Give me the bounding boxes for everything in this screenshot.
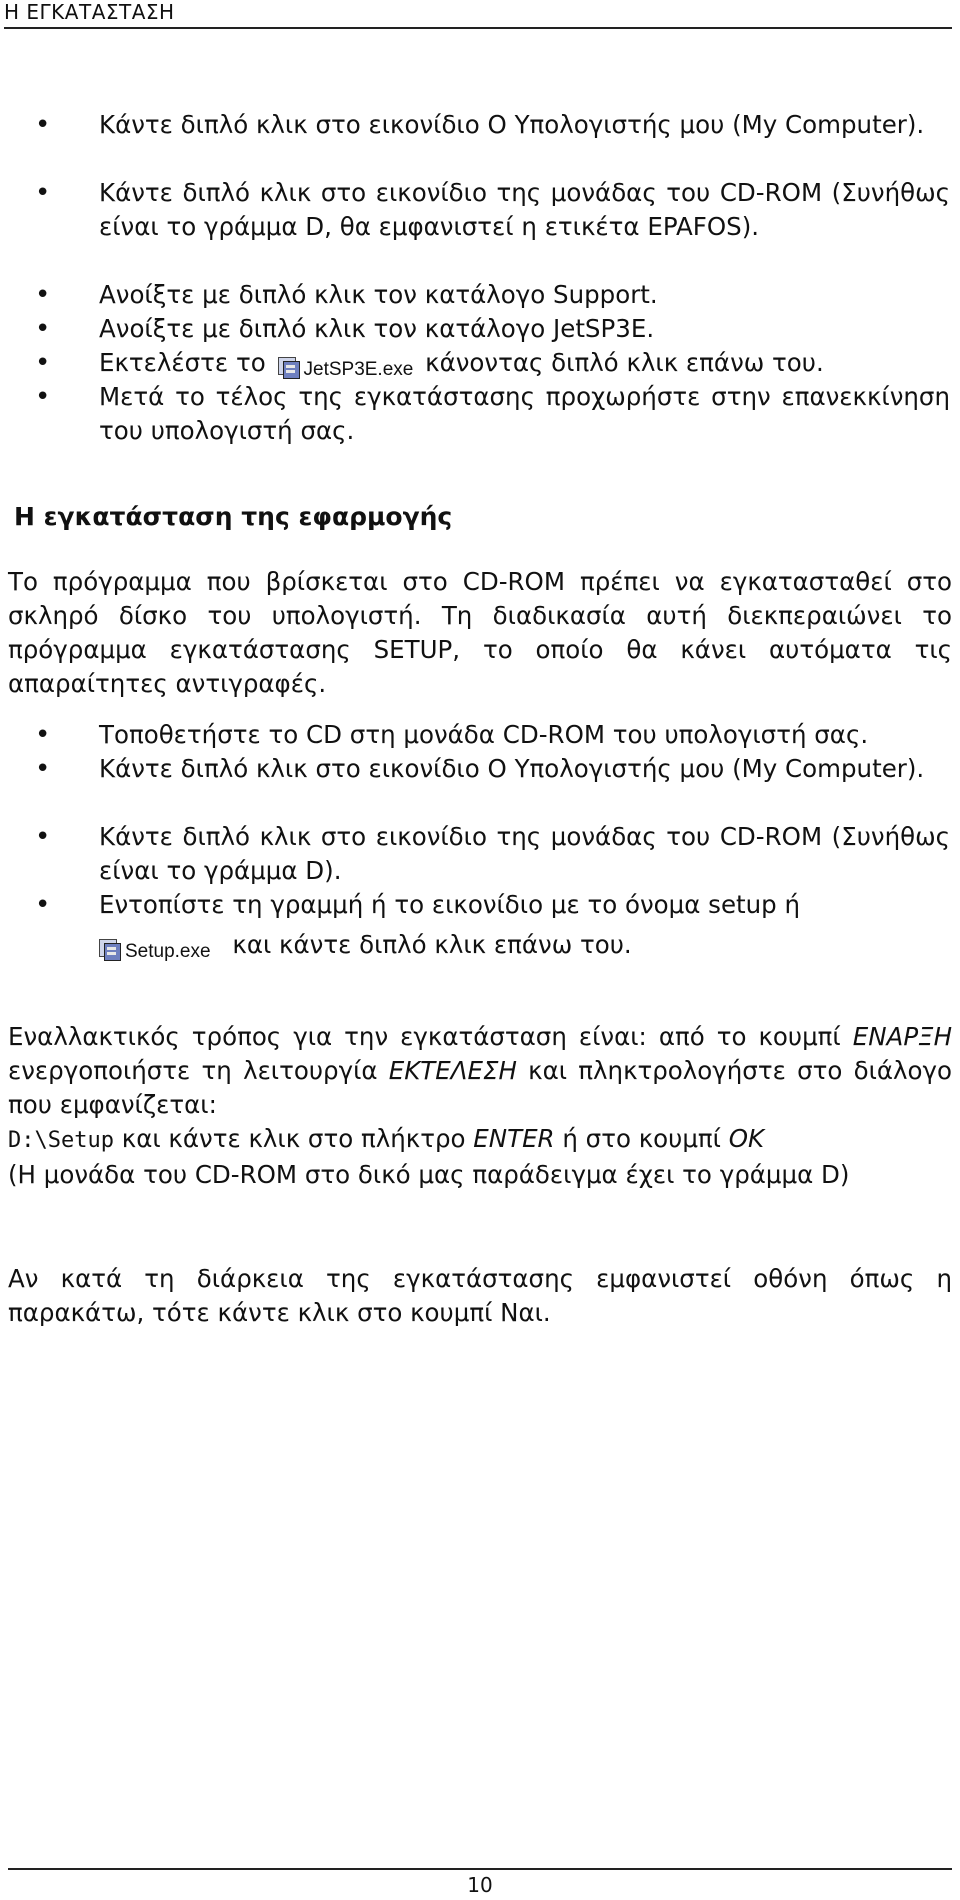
alternative-paragraph (8, 1020, 952, 1122)
setup-program-icon (99, 939, 121, 961)
locate-suffix: και κάντε διπλό κλικ επάνω του. (232, 930, 632, 959)
run-command-term: ΕΚΤΕΛΕΣΗ (388, 1056, 517, 1085)
closing-paragraph: Αν κατά τη διάρκεια της εγκατάστασης εμφανιστεί οθόνη όπως η παρακάτω, τότε κάντε κλικ στο κουμπί Ναι. (8, 1264, 952, 1327)
run-suffix: κάνοντας διπλό κλικ επάνω του. (425, 348, 824, 377)
list-item: • Μετά το τέλος της εγκατάστασης προχωρήστε στην επανεκκίνηση του υπολογιστή σας. (99, 380, 950, 448)
text-run: και κάντε κλικ στο πλήκτρο (113, 1124, 474, 1153)
list-item: • Κάντε διπλό κλικ στο εικονίδιο της μονάδας του CD-ROM (Συνήθως είναι το γράμμα D). (99, 820, 950, 888)
start-menu-term: ΕΝΑΡΞΗ (852, 1022, 952, 1051)
setup-program-icon (278, 357, 300, 379)
text-run: Εναλλακτικός τρόπος για την εγκατάσταση είναι: από το κουμπί (8, 1022, 853, 1051)
drive-note: (Η μονάδα του CD-ROM στο δικό μας παράδειγμα έχει το γράμμα D) (8, 1160, 850, 1189)
jetsp3e-file[interactable] (278, 357, 414, 381)
text-run: ή στο κουμπί (554, 1124, 729, 1153)
list-item-locate-setup (99, 888, 950, 963)
list-item: • Κάντε διπλό κλικ στο εικονίδιο της μονάδας του CD-ROM (Συνήθως είναι το γράμμα D, θα εμφανιστεί η ετικέτα EPAFOS). (99, 176, 950, 244)
header-title: Η ΕΓΚΑΤΑΣΤΑΣΗ (4, 0, 175, 24)
command-line (8, 1122, 952, 1158)
run-prefix: Εκτελέστε το (99, 348, 266, 377)
section-intro: Το πρόγραμμα που βρίσκεται στο CD-ROM πρέπει να εγκατασταθεί στο σκληρό δίσκο του υπολογιστή. Τη διαδικασία αυτή διεκπεραιώνει το πρόγραμμα εγκατάστασης SETUP, το οποίο θα κάνει αυτόματα τις απαραίτητες αντιγραφές. (8, 567, 952, 698)
list-item: • Τοποθετήστε το CD στη μονάδα CD-ROM του υπολογιστή σας. (99, 718, 950, 752)
section-heading: Η εγκατάσταση της εφαρμογής (14, 502, 453, 531)
text-run: και πληκτρολογήστε στο διάλογο που εμφανίζεται: (8, 1056, 953, 1119)
setup-file-label: Setup.exe (125, 941, 211, 962)
enter-key-term: ENTER (473, 1124, 555, 1153)
ok-button-term: OK (728, 1124, 765, 1153)
list-item: • Κάντε διπλό κλικ στο εικονίδιο Ο Υπολογιστής μου (My Computer). (99, 108, 950, 142)
jetsp3e-file-label: JetSP3E.exe (303, 359, 414, 380)
list-item: • Ανοίξτε με διπλό κλικ τον κατάλογο JetSP3E. (99, 312, 950, 346)
alternative-method (8, 1020, 952, 1192)
locate-text: • Εντοπίστε τη γραμμή ή το εικονίδιο με το όνομα setup ή (99, 890, 801, 919)
list-item: • Ανοίξτε με διπλό κλικ τον κατάλογο Support. (99, 278, 950, 312)
list-item-run-file (99, 346, 950, 381)
text-run: ενεργοποιήστε τη λειτουργία (8, 1056, 389, 1085)
footer-divider (8, 1868, 952, 1870)
setup-command: D:\Setup (8, 1128, 114, 1153)
page-number: 10 (467, 1873, 493, 1897)
setup-file[interactable] (99, 939, 211, 963)
list-item: • Κάντε διπλό κλικ στο εικονίδιο Ο Υπολογιστής μου (My Computer). (99, 752, 950, 786)
page-header (4, 0, 952, 29)
